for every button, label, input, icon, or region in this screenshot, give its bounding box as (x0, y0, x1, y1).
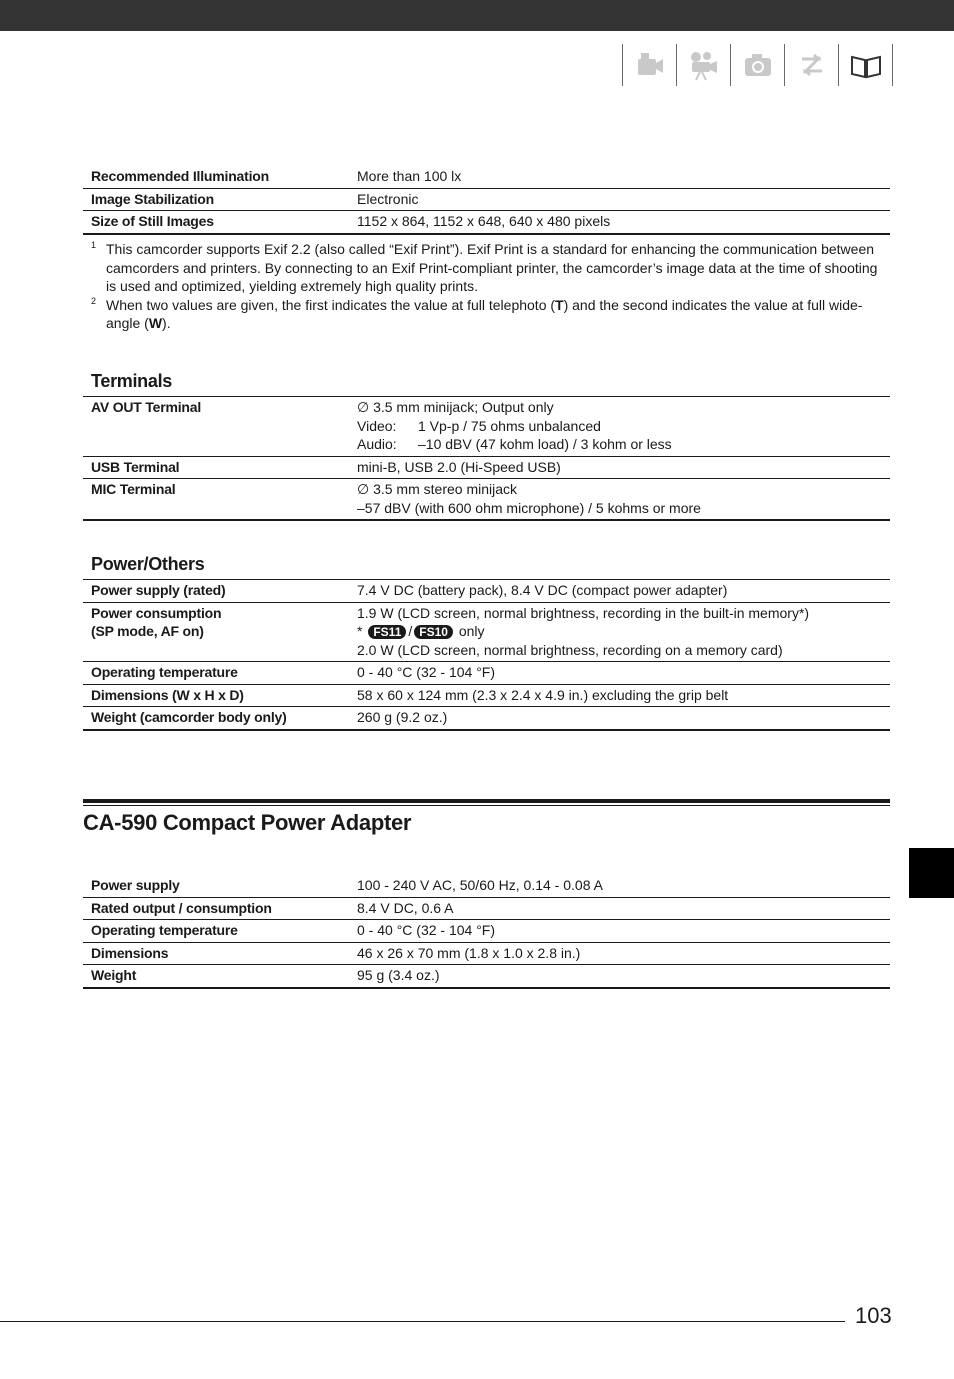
chapter-side-tab (909, 848, 954, 898)
open-book-icon[interactable] (838, 44, 893, 86)
spec-value (349, 397, 890, 457)
terminals-table (83, 396, 890, 521)
section-heading-terminals: Terminals (91, 371, 172, 391)
table-row (83, 479, 890, 521)
footnote-text: ). (162, 315, 171, 331)
table-row (83, 602, 890, 662)
table-row (83, 456, 890, 479)
spec-line: –57 dBV (with 600 ohm microphone) / 5 kohms or more (357, 499, 701, 516)
spec-line: 1.9 W (LCD screen, normal brightness, recording in the built-in memory*) (357, 604, 810, 621)
section-divider-thick (83, 799, 890, 803)
spec-label: USB Terminal (83, 456, 349, 479)
photo-camera-icon[interactable] (730, 44, 784, 86)
spec-line (357, 417, 882, 436)
audio-value: –10 dBV (47 kohm load) / 3 kohm or less (418, 436, 672, 452)
model-badge-fs11: FS11 (368, 625, 406, 639)
table-row (83, 397, 890, 457)
footnote-text: ) and the second indicates the value at full wide-angle ( (106, 296, 863, 331)
switch-arrows-icon[interactable] (784, 44, 838, 86)
table-row (83, 897, 890, 920)
spec-value: 95 g (3.4 oz.) (349, 965, 890, 988)
spec-label: Weight (camcorder body only) (83, 707, 349, 730)
footer-rule (0, 1321, 845, 1322)
table-row (83, 965, 890, 988)
spec-label: Recommended Illumination (83, 166, 349, 188)
spec-label (83, 602, 349, 662)
spec-label: Operating temperature (83, 920, 349, 943)
badge-separator: / (408, 623, 413, 639)
footnote-mark: 1 (91, 240, 97, 250)
spec-value: 0 - 40 °C (32 - 104 °F) (349, 920, 890, 943)
footnote-mark: 2 (91, 295, 97, 306)
spec-value: mini-B, USB 2.0 (Hi-Speed USB) (349, 456, 890, 479)
spec-label: Power supply (rated) (83, 580, 349, 603)
spec-value: 1152 x 864, 1152 x 648, 640 x 480 pixels (349, 211, 890, 234)
footnotes (91, 240, 881, 333)
table-row (83, 684, 890, 707)
table-row (83, 580, 890, 603)
spec-value: 58 x 60 x 124 mm (2.3 x 2.4 x 4.9 in.) excluding the grip belt (349, 684, 890, 707)
spec-label: Rated output / consumption (83, 897, 349, 920)
footnote-text: This camcorder supports Exif 2.2 (also called “Exif Print”). Exif Print is a standard for enhancing the communication between camcorders and printers. By connecting to an Exif Print-compliant printer, the camcorder’s image data at the time of shooting is used and optimized, yielding extremely high quality prints. (106, 241, 878, 294)
spec-label: Operating temperature (83, 662, 349, 685)
spec-label: MIC Terminal (83, 479, 349, 521)
table-row (83, 875, 890, 897)
spec-line: 2.0 W (LCD screen, normal brightness, recording on a memory card) (357, 641, 783, 658)
spec-value: 7.4 V DC (battery pack), 8.4 V DC (compact power adapter) (349, 580, 890, 603)
table-row (83, 188, 890, 211)
adapter-spec-table (83, 875, 890, 989)
spec-label: Dimensions (W x H x D) (83, 684, 349, 707)
model-badge-fs10: FS10 (414, 625, 453, 639)
table-row (83, 166, 890, 188)
spec-label: Image Stabilization (83, 188, 349, 211)
spec-label: Weight (83, 965, 349, 988)
page-number: 103 (855, 1303, 892, 1328)
audio-label: Audio: (357, 436, 397, 452)
asterisk: * (357, 623, 363, 639)
spec-line: ∅ 3.5 mm minijack; Output only (357, 399, 554, 415)
table-row (83, 942, 890, 965)
section-divider-thin (83, 805, 890, 806)
table-row (83, 211, 890, 234)
spec-label-line: Power consumption (91, 604, 222, 621)
movie-camera-icon[interactable] (676, 44, 730, 86)
spec-label: Dimensions (83, 942, 349, 965)
spec-line (357, 622, 882, 641)
spec-line: ∅ 3.5 mm stereo minijack (357, 481, 518, 497)
spec-value: 46 x 26 x 70 mm (1.8 x 1.0 x 2.8 in.) (349, 942, 890, 965)
spec-value: 0 - 40 °C (32 - 104 °F) (349, 662, 890, 685)
table-row (83, 707, 890, 730)
spec-value: 8.4 V DC, 0.6 A (349, 897, 890, 920)
spec-value (349, 479, 890, 521)
chapter-icon-bar (622, 44, 893, 86)
spec-line (357, 435, 882, 454)
page-section-title: CA-590 Compact Power Adapter (83, 810, 412, 835)
only-text: only (458, 623, 485, 639)
spec-value: 260 g (9.2 oz.) (349, 707, 890, 730)
spec-label: Size of Still Images (83, 211, 349, 234)
section-heading-power-others: Power/Others (91, 554, 205, 574)
wide-angle-symbol: W (148, 315, 163, 331)
footnote-2 (91, 296, 881, 333)
footnote-1 (91, 240, 881, 296)
power-others-table (83, 579, 890, 731)
spec-label: AV OUT Terminal (83, 397, 349, 457)
telephoto-symbol: T (555, 296, 564, 313)
camcorder-video-icon[interactable] (622, 44, 676, 86)
top-header-bar (0, 0, 954, 31)
video-label: Video: (357, 417, 397, 434)
spec-label-line: (SP mode, AF on) (91, 623, 204, 639)
table-row (83, 662, 890, 685)
video-value: 1 Vp-p / 75 ohms unbalanced (418, 417, 601, 434)
spec-value: 100 - 240 V AC, 50/60 Hz, 0.14 - 0.08 A (349, 875, 890, 897)
spec-label: Power supply (83, 875, 349, 897)
spec-value: More than 100 lx (349, 166, 890, 188)
spec-table-top (83, 166, 890, 235)
spec-value: Electronic (349, 188, 890, 211)
footnote-text: When two values are given, the first indicates the value at full telephoto ( (106, 296, 556, 313)
table-row (83, 920, 890, 943)
spec-value (349, 602, 890, 662)
